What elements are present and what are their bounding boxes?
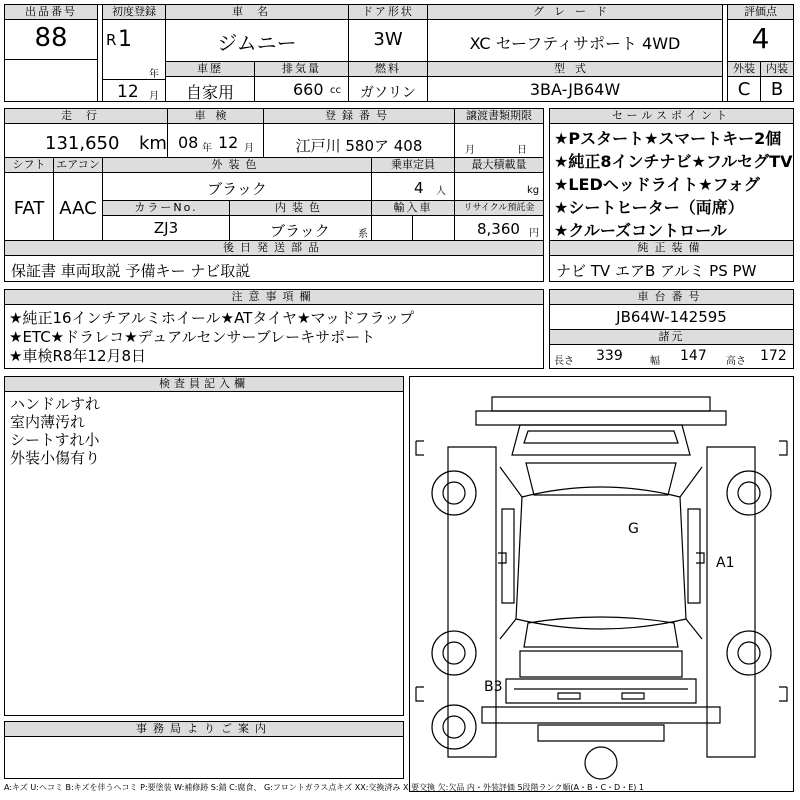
plate-label: 登録番号 [264,109,454,124]
transfer-month-unit: 月 [465,145,475,156]
damage-mark: B3 [484,679,503,695]
ext-color-value: ブラック [207,180,267,198]
door-label: ドア形状 [349,5,427,20]
displacement-label: 排気量 [255,62,348,77]
mileage-unit: km [139,133,167,154]
transfer-cell [454,108,544,158]
interior-grade-label: 内装 [761,62,793,77]
inspector-line: ハンドルすれ [10,395,101,413]
ac-cell [53,157,103,241]
equipment-label: 純正装備 [550,241,793,256]
inspection-year-value: 08 [178,133,199,152]
later-parts-cell [4,240,544,282]
recycle-value: 8,360 [477,220,520,238]
grade-cell [427,4,723,62]
car-name-cell [165,4,349,62]
shift-value: FAT [13,198,45,219]
length-value: 339 [596,348,623,364]
equipment-cell [549,240,794,282]
capacity-value: 4 [414,179,424,197]
damage-mark: G [628,521,639,537]
max-load-cell [454,157,544,201]
first-reg-cell [102,4,166,102]
exterior-grade-cell [727,61,761,102]
legend-text: A:キズ U:ヘコミ B:キズを伴うヘコミ P:要塗装 W:補修跡 S:錆 C:腐食、 G:フロントガラス点キズ XX:交換済み X:要交換 欠:欠品 内・外装評価 5段階ランク順(A・B・C・D・E) 1 [4,783,645,792]
transfer-day-unit: 日 [517,145,527,156]
height-value: 172 [760,348,787,364]
inspector-line: 外装小傷有り [10,449,101,467]
displacement-unit: cc [330,85,341,96]
shift-cell [4,157,54,241]
inspection-year-unit: 年 [202,143,212,154]
inspector-cell [4,376,404,716]
lot-number-label: 出品番号 [5,5,97,20]
lot-blank-cell [4,59,98,102]
caution-label: 注意事項欄 [5,290,543,305]
plate-cell [263,108,455,158]
width-value: 147 [680,348,707,364]
model-label: 型式 [428,62,722,77]
year-unit: 年 [149,69,159,80]
model-cell [427,61,723,102]
ac-value: AAC [59,198,97,219]
inspector-label: 検査員記入欄 [5,377,403,392]
max-load-label: 最大積載量 [455,158,543,173]
inspection-cell [167,108,264,158]
shift-label: シフト [5,158,53,173]
ac-label: エアコン [54,158,102,173]
caution-cell [4,289,544,369]
inspector-line: シートすれ小 [10,431,100,449]
recycle-unit: 円 [529,228,539,239]
chassis-label: 車台番号 [550,290,793,305]
equipment-value: ナビ TV エアB アルミ PS PW [556,262,757,280]
sales-point-item: ★純正8インチナビ★フルセグTV [554,152,793,171]
dims-label: 諸元 [550,329,793,345]
office-notice-label: 事務局よりご案内 [5,722,403,737]
sales-point-item: ★クルーズコントロール [554,221,727,240]
int-color-value: ブラック [270,222,330,240]
caution-line: ★ETC★ドラレコ★デュアルセンサーブレーキサポート [9,328,376,346]
inspection-month-value: 12 [218,133,239,152]
score-cell [727,4,794,62]
displacement-cell [254,61,349,102]
fuel-cell [348,61,428,102]
car-diagram-svg [410,377,793,791]
color-no-cell [102,200,230,241]
import-label: 輸入車 [372,201,454,216]
model-value: 3BA-JB64W [529,80,621,99]
score-value: 4 [751,22,770,55]
inspection-month-unit: 月 [244,143,254,154]
first-reg-year-value: 1 [118,27,132,52]
car-diagram [409,376,794,792]
inspector-line: 室内薄汚れ [10,413,86,431]
exterior-grade-label: 外装 [728,62,760,77]
ext-color-cell [102,157,372,201]
caution-line: ★車検R8年12月8日 [9,347,147,365]
era-value: R [106,31,117,49]
sales-point-item: ★LEDヘッドライト★フォグ [554,175,760,194]
sales-points-cell [549,108,794,241]
height-label: 高さ [726,356,746,367]
interior-grade-value: B [770,79,784,100]
caution-line: ★純正16インチアルミホイール★ATタイヤ★マッドフラップ [9,309,415,327]
first-reg-label: 初度登録 [103,5,165,20]
exterior-grade-value: C [737,79,751,100]
score-label: 評価点 [728,5,793,20]
length-label: 長さ [554,356,574,367]
history-value: 自家用 [185,83,234,102]
color-no-value: ZJ3 [153,219,179,237]
door-cell [348,4,428,62]
first-reg-month-value: 12 [117,82,139,102]
damage-mark: A1 [716,555,735,571]
capacity-unit: 人 [436,186,446,197]
later-parts-value: 保証書 車両取説 予備キー ナビ取説 [11,262,251,280]
history-label: 車歴 [166,62,254,77]
capacity-cell [371,157,455,201]
int-color-cell [229,200,372,241]
car-name-value: ジムニー [217,31,297,55]
sales-point-item: ★シートヒーター（両席） [554,198,744,217]
plate-value: 江戸川 580ア 408 [295,137,423,155]
width-label: 幅 [650,356,660,367]
recycle-cell [454,200,544,241]
car-name-label: 車名 [166,5,348,20]
recycle-label: リサイクル預託金 [455,201,543,216]
chassis-cell [549,289,794,369]
fuel-label: 燃料 [349,62,427,77]
later-parts-label: 後日発送部品 [5,241,543,256]
sales-point-item: ★Pスタート★スマートキー2個 [554,129,782,148]
month-unit: 月 [149,91,159,102]
mileage-label: 走行 [5,109,167,124]
mileage-value: 131,650 [45,133,120,154]
grade-label: グレード [428,5,722,20]
max-load-unit: kg [527,185,540,196]
displacement-value: 660 [293,80,324,99]
import-cell [371,200,455,241]
int-color-unit: 系 [358,229,368,240]
grade-value: XC セーフティサポート 4WD [469,34,681,53]
chassis-value: JB64W-142595 [616,308,727,326]
lot-number-cell [4,4,98,60]
int-color-label: 内装色 [230,201,371,216]
sales-points-label: セールスポイント [550,109,793,124]
capacity-label: 乗車定員 [372,158,454,173]
interior-grade-cell [760,61,794,102]
transfer-label: 譲渡書類期限 [455,109,543,124]
door-value: 3W [373,29,403,50]
history-cell [165,61,255,102]
mileage-cell [4,108,168,158]
ext-color-label: 外装色 [103,158,371,173]
fuel-value: ガソリン [360,85,416,101]
color-no-label: カラーNo. [103,201,229,216]
lot-number-value: 88 [34,23,68,53]
inspection-label: 車検 [168,109,263,124]
office-notice-cell [4,721,404,779]
